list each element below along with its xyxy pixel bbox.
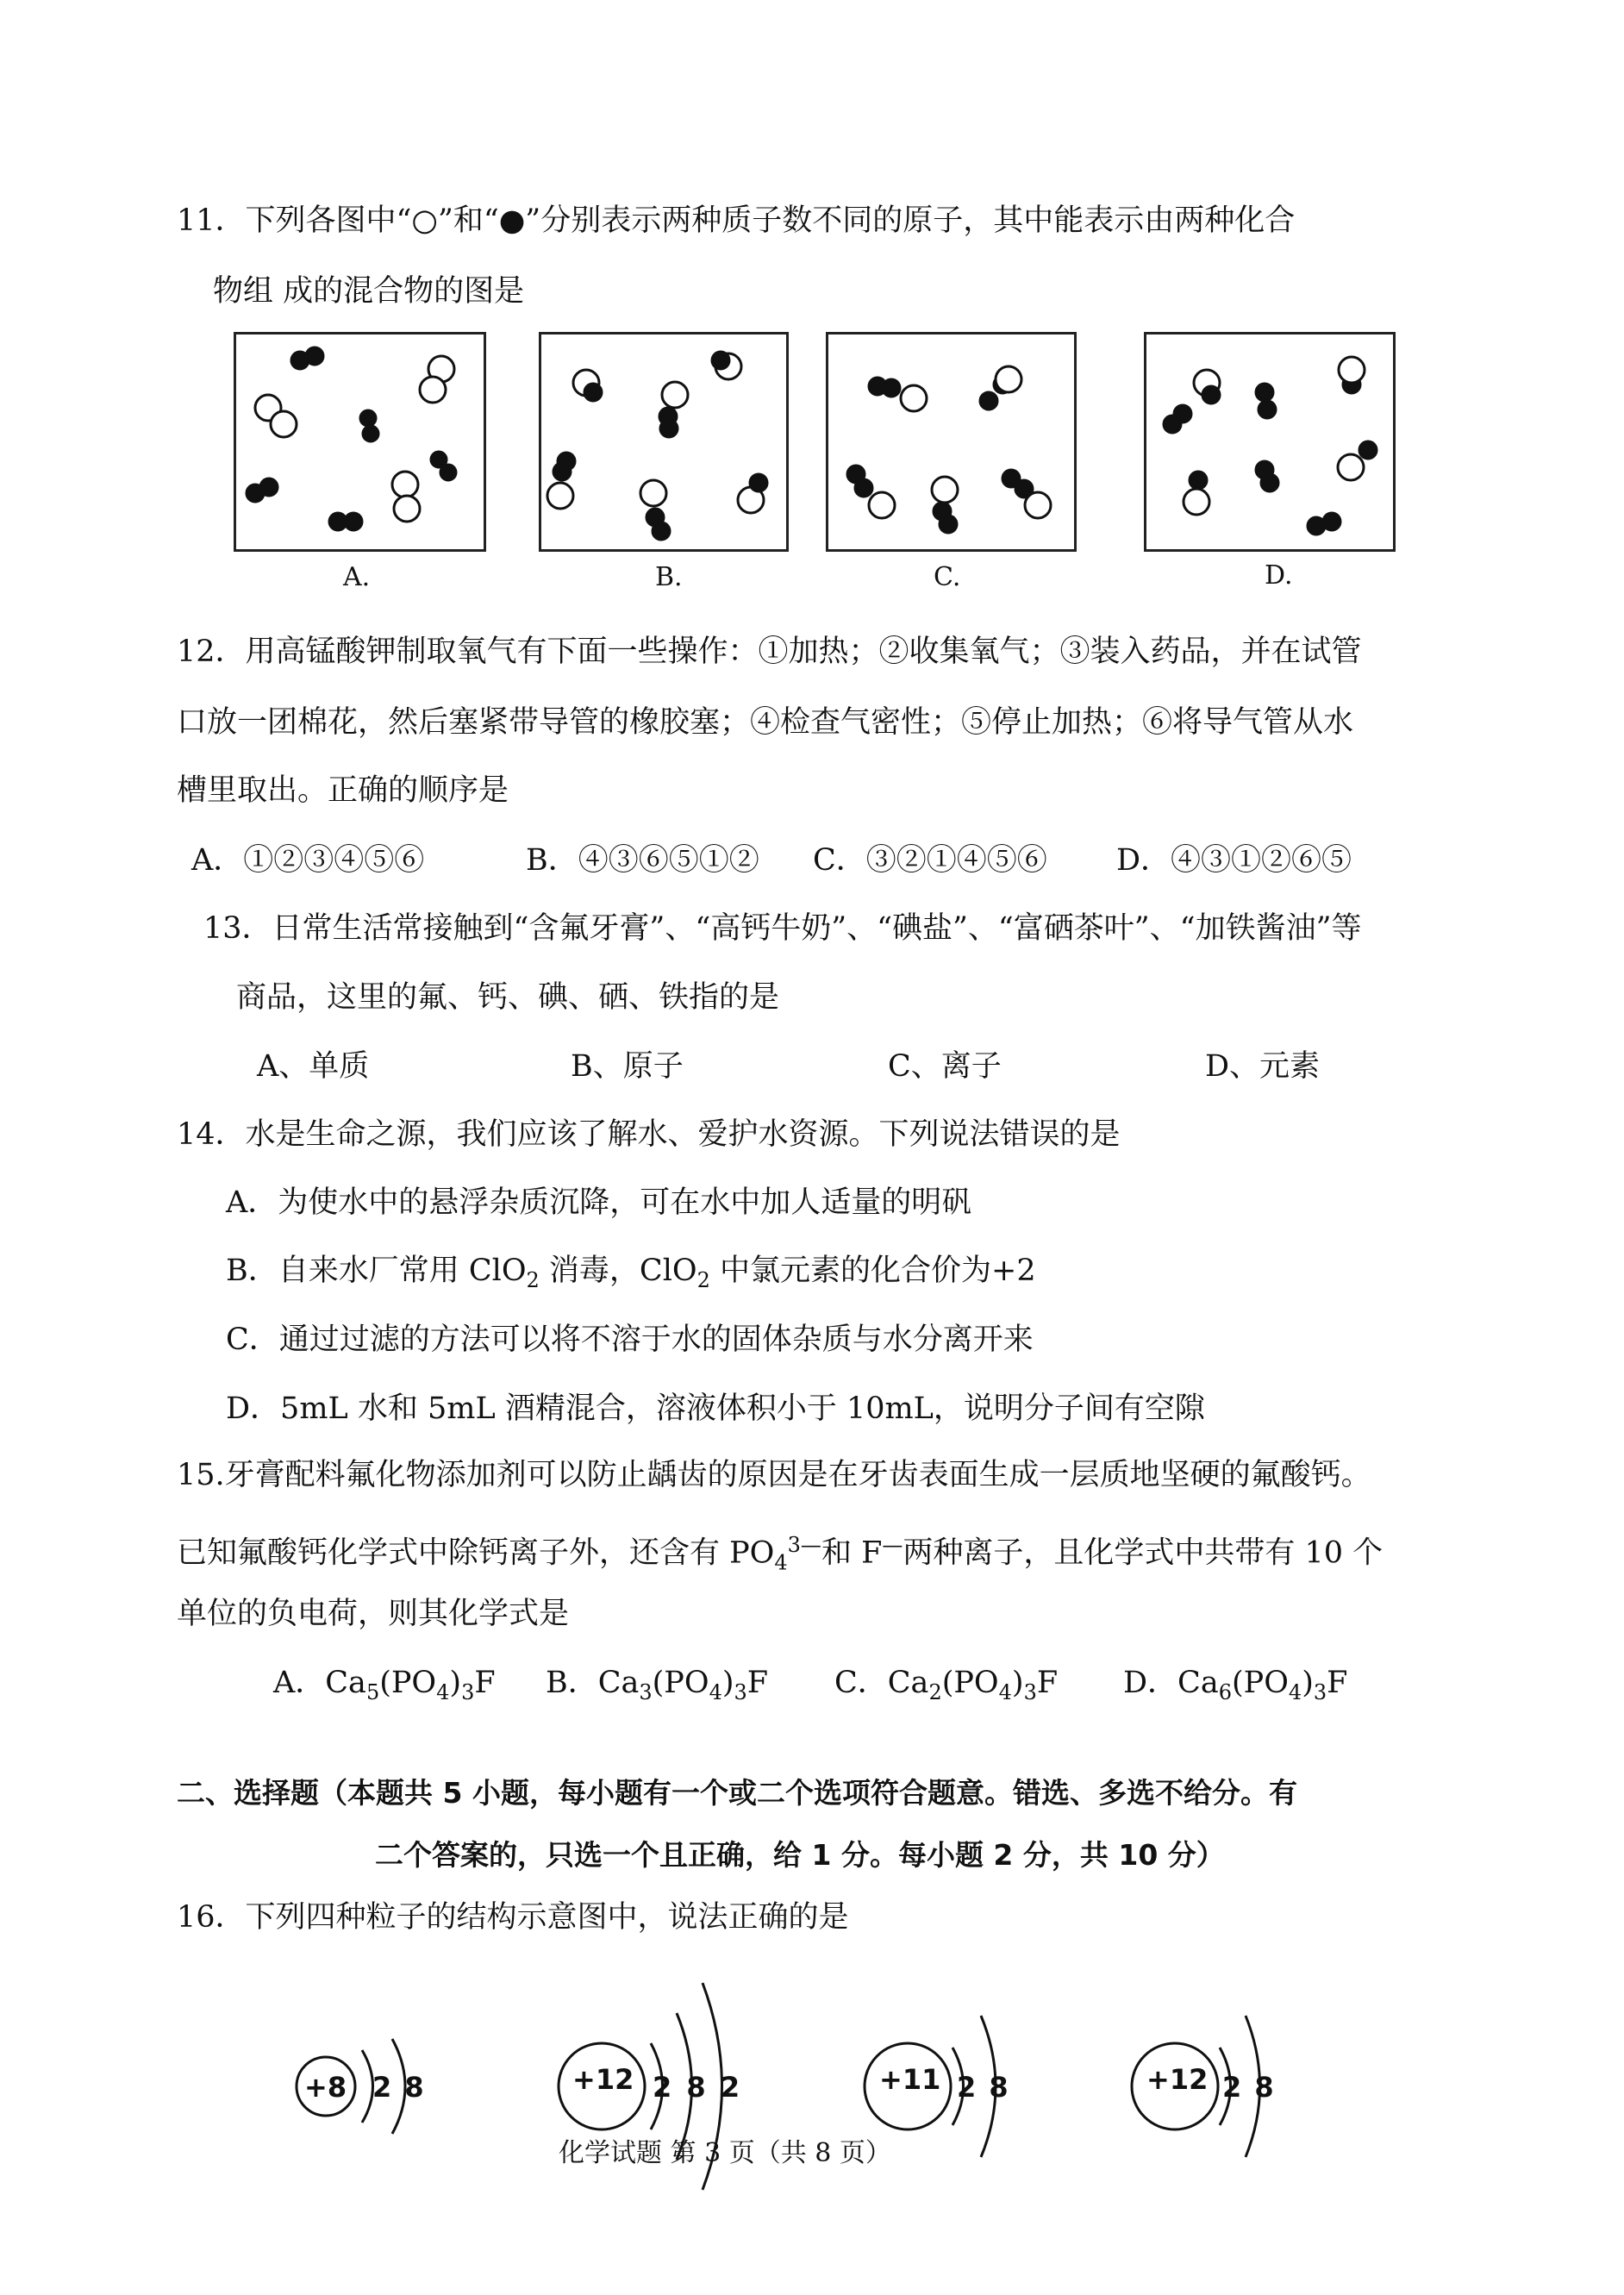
caption-a: A. — [343, 562, 371, 592]
q13-option-b: B、原子 — [571, 1049, 684, 1084]
q13-line2: 商品，这里的氟、钙、碘、硒、铁指的是 — [236, 980, 780, 1015]
section2-heading-line1: 二、选择题（本题共 5 小题，每小题有一个或二个选项符合题意。错选、多选不给分。有 — [177, 1776, 1297, 1810]
section2-heading-line2: 二个答案的，只选一个且正确，给 1 分。每小题 2 分，共 10 分） — [375, 1838, 1225, 1872]
atom4-nucleus: +12 — [1146, 2063, 1209, 2096]
q15-line2: 已知氟酸钙化学式中除钙离子外，还含有 $PO_4^{3—}$和 F—两种离子，且化学式中共带有 10 个 — [177, 1533, 1384, 1575]
q12-line2: 口放一团棉花，然后塞紧带导管的橡胶塞；④检查气密性；⑤停止加热；⑥将导气管从水 — [177, 705, 1354, 740]
molecules-a — [247, 347, 456, 530]
molecules-d — [1164, 357, 1377, 535]
q13-option-a: A、单质 — [257, 1049, 370, 1084]
q14-option-a: A．为使水中的悬浮杂质沉降，可在水中加人适量的明矾 — [226, 1185, 972, 1220]
q15-option-c: C．$Ca_2(PO_4)_3F$ — [834, 1666, 1059, 1704]
q12-option-b: B．④③⑥⑤①② — [526, 843, 759, 878]
q12-option-a: A．①②③④⑤⑥ — [191, 843, 425, 878]
molecules-c — [847, 366, 1051, 533]
q11-line1: 11．下列各图中“○”和“●”分别表示两种质子数不同的原子，其中能表示由两种化合 — [177, 203, 1296, 238]
q13-option-c: C、离子 — [888, 1049, 1002, 1084]
q15-option-a: A．$Ca_5(PO_4)_3F$ — [273, 1666, 496, 1704]
page-footer: 化学试题 第 3 页（共 8 页） — [559, 2138, 891, 2168]
atom4-shells: 2 8 — [1222, 2071, 1274, 2104]
q14-line1: 14．水是生命之源，我们应该了解水、爱护水资源。下列说法错误的是 — [177, 1117, 1121, 1152]
atom3-shells: 2 8 — [957, 2071, 1009, 2104]
caption-b: B. — [655, 562, 683, 592]
q16-line1: 16．下列四种粒子的结构示意图中，说法正确的是 — [177, 1900, 849, 1935]
atom1-shells: 2 8 — [372, 2071, 424, 2104]
q12-option-d: D．④③①②⑥⑤ — [1116, 843, 1352, 878]
q12-line3: 槽里取出。正确的顺序是 — [177, 773, 509, 808]
atom2-nucleus: +12 — [572, 2063, 634, 2096]
molecules-b — [547, 352, 767, 540]
q15-line3: 单位的负电荷，则其化学式是 — [177, 1597, 570, 1631]
q14-option-d: D．5mL 水和 5mL 酒精混合，溶液体积小于 10mL，说明分子间有空隙 — [226, 1391, 1205, 1426]
caption-c: C. — [934, 562, 961, 592]
q15-option-b: B．$Ca_3(PO_4)_3F$ — [546, 1666, 769, 1704]
q13-line1: 13．日常生活常接触到“含氟牙膏”、“高钙牛奶”、“碘盐”、“富硒茶叶”、“加铁酱油”等 — [203, 911, 1362, 946]
q13-option-d: D、元素 — [1205, 1049, 1321, 1084]
atom3-nucleus: +11 — [879, 2063, 941, 2096]
q15-line1: 15.牙膏配料氟化物添加剂可以防止龋齿的原因是在牙齿表面生成一层质地坚硬的氟酸钙。 — [177, 1458, 1371, 1492]
atom1-nucleus: +8 — [304, 2071, 347, 2104]
q11-line2: 物组 成的混合物的图是 — [213, 274, 525, 309]
q14-option-c: C．通过过滤的方法可以将不溶于水的固体杂质与水分离开来 — [226, 1323, 1034, 1357]
atom2-shells: 2 8 2 — [653, 2071, 740, 2104]
q15-option-d: D．$Ca_6(PO_4)_3F$ — [1123, 1666, 1348, 1704]
caption-d: D. — [1265, 560, 1293, 591]
q12-option-c: C．③②①④⑤⑥ — [813, 843, 1047, 878]
q12-line1: 12．用高锰酸钾制取氧气有下面一些操作：①加热；②收集氧气；③装入药品，并在试管 — [177, 635, 1362, 669]
q14-option-b: B．自来水厂常用 ClO$_2$ 消毒，ClO$_2$ 中氯元素的化合价为+2 — [226, 1254, 1036, 1292]
